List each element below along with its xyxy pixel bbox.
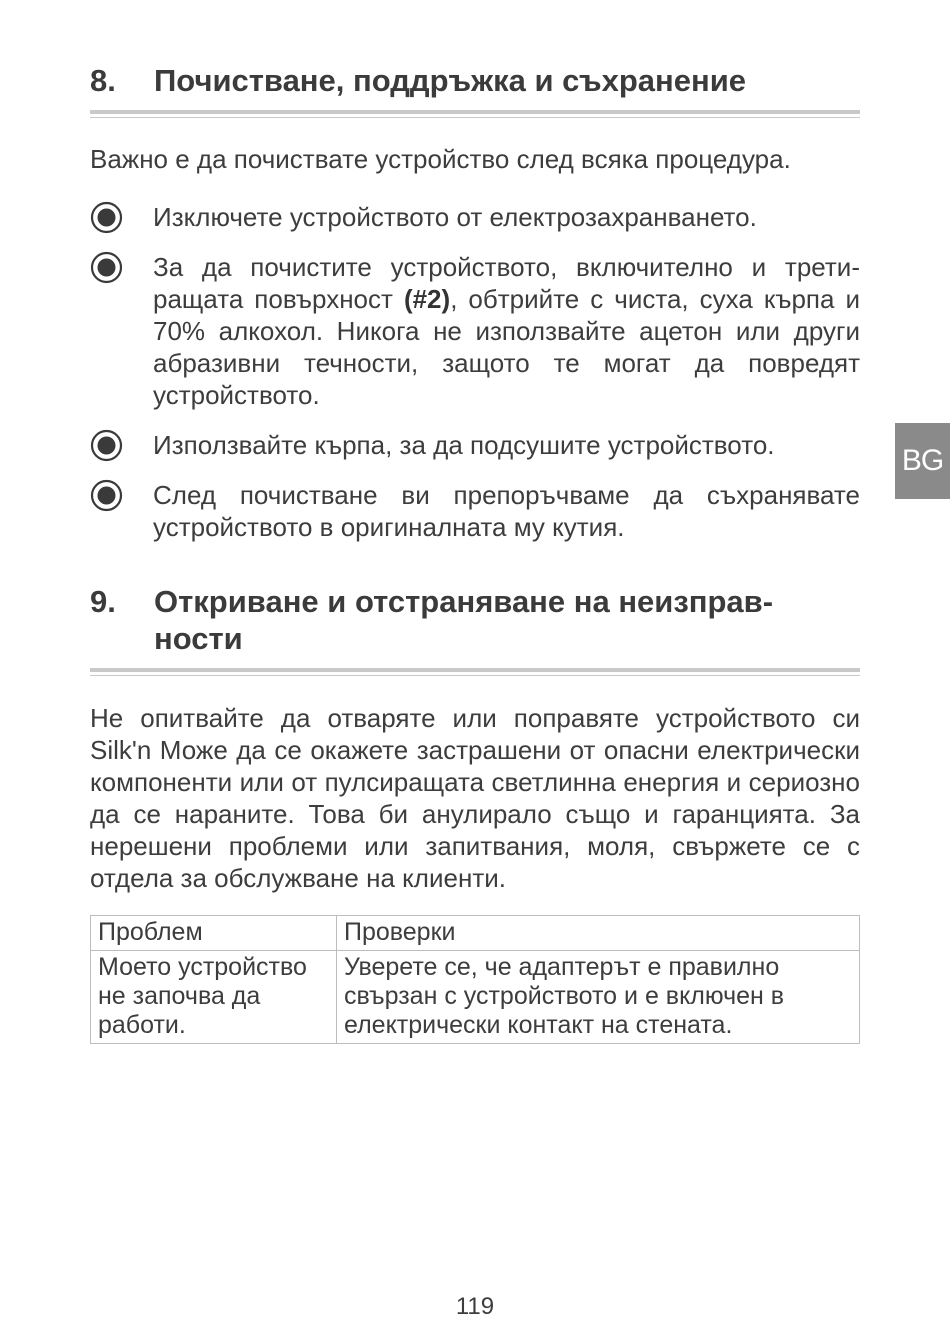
section-8-rule <box>90 110 860 118</box>
section-8-title: Почистване, поддръжка и съхранение <box>154 63 746 98</box>
troubleshooting-table <box>90 915 860 1044</box>
section-8-intro: Важно е да почиствате устройство след всяка процедура. <box>90 144 791 174</box>
bullet-bold-ref: (#2) <box>403 284 451 314</box>
bullet-text-continued: , обтрийте с чиста, суха кърпа и 70% алкохол. Никога не използвайте ацетон или други абразивни течности, защото те могат да повредят устройството. <box>153 284 861 410</box>
radio-bullet-icon <box>90 251 123 284</box>
language-tab: BG <box>895 423 950 499</box>
section-9-number: 9. <box>90 584 116 619</box>
bullet-text: За да почистите устройството, включително и трети-ращата повърхност <box>153 252 860 314</box>
bullet-item <box>90 429 860 461</box>
table-header-problem: Проблем <box>91 916 337 951</box>
section-8-number: 8. <box>90 63 116 98</box>
section-9-heading <box>90 583 860 657</box>
section-8-bullet-list <box>90 201 860 561</box>
bullet-text: След почистване ви препоръчваме да съхранявате устройството в оригиналната му кутия. <box>153 480 860 542</box>
bullet-text: Изключете устройството от електрозахранването. <box>153 202 757 232</box>
section-9-rule <box>90 668 860 676</box>
bullet-item <box>90 479 860 543</box>
table-header-checks: Проверки <box>337 916 860 951</box>
section-9-title-line-2: ности <box>154 621 243 656</box>
bullet-text: Използвайте кърпа, за да подсушите устройството. <box>153 430 775 460</box>
section-9-title-line-1: Откриване и отстраняване на неизправ- <box>154 584 774 619</box>
radio-bullet-icon <box>90 479 123 512</box>
bullet-item <box>90 251 860 411</box>
section-9-intro: Не опитвайте да отваряте или поправяте устройството си Silk'n Може да се окажете застрашени от опасни електрически компоненти или от пулсиращата светлинна енергия и сериозно да се нараните. Това би анулирало също и гаранцията. За нерешени проблеми или запитвания, моля, свържете се с отдела за обслужване на клиенти. <box>90 703 860 893</box>
radio-bullet-icon <box>90 201 123 234</box>
section-8-heading <box>90 62 860 99</box>
table-cell-problem: Моето устройство не започва да работи. <box>91 951 337 1044</box>
table-row <box>91 951 860 1044</box>
bullet-item <box>90 201 860 233</box>
table-cell-check: Уверете се, че адаптерът е правилно свързан с устройството и е включен в електрически контакт на стената. <box>337 951 860 1044</box>
page-number: 119 <box>455 1293 495 1320</box>
table-header-row <box>91 916 860 951</box>
radio-bullet-icon <box>90 429 123 462</box>
